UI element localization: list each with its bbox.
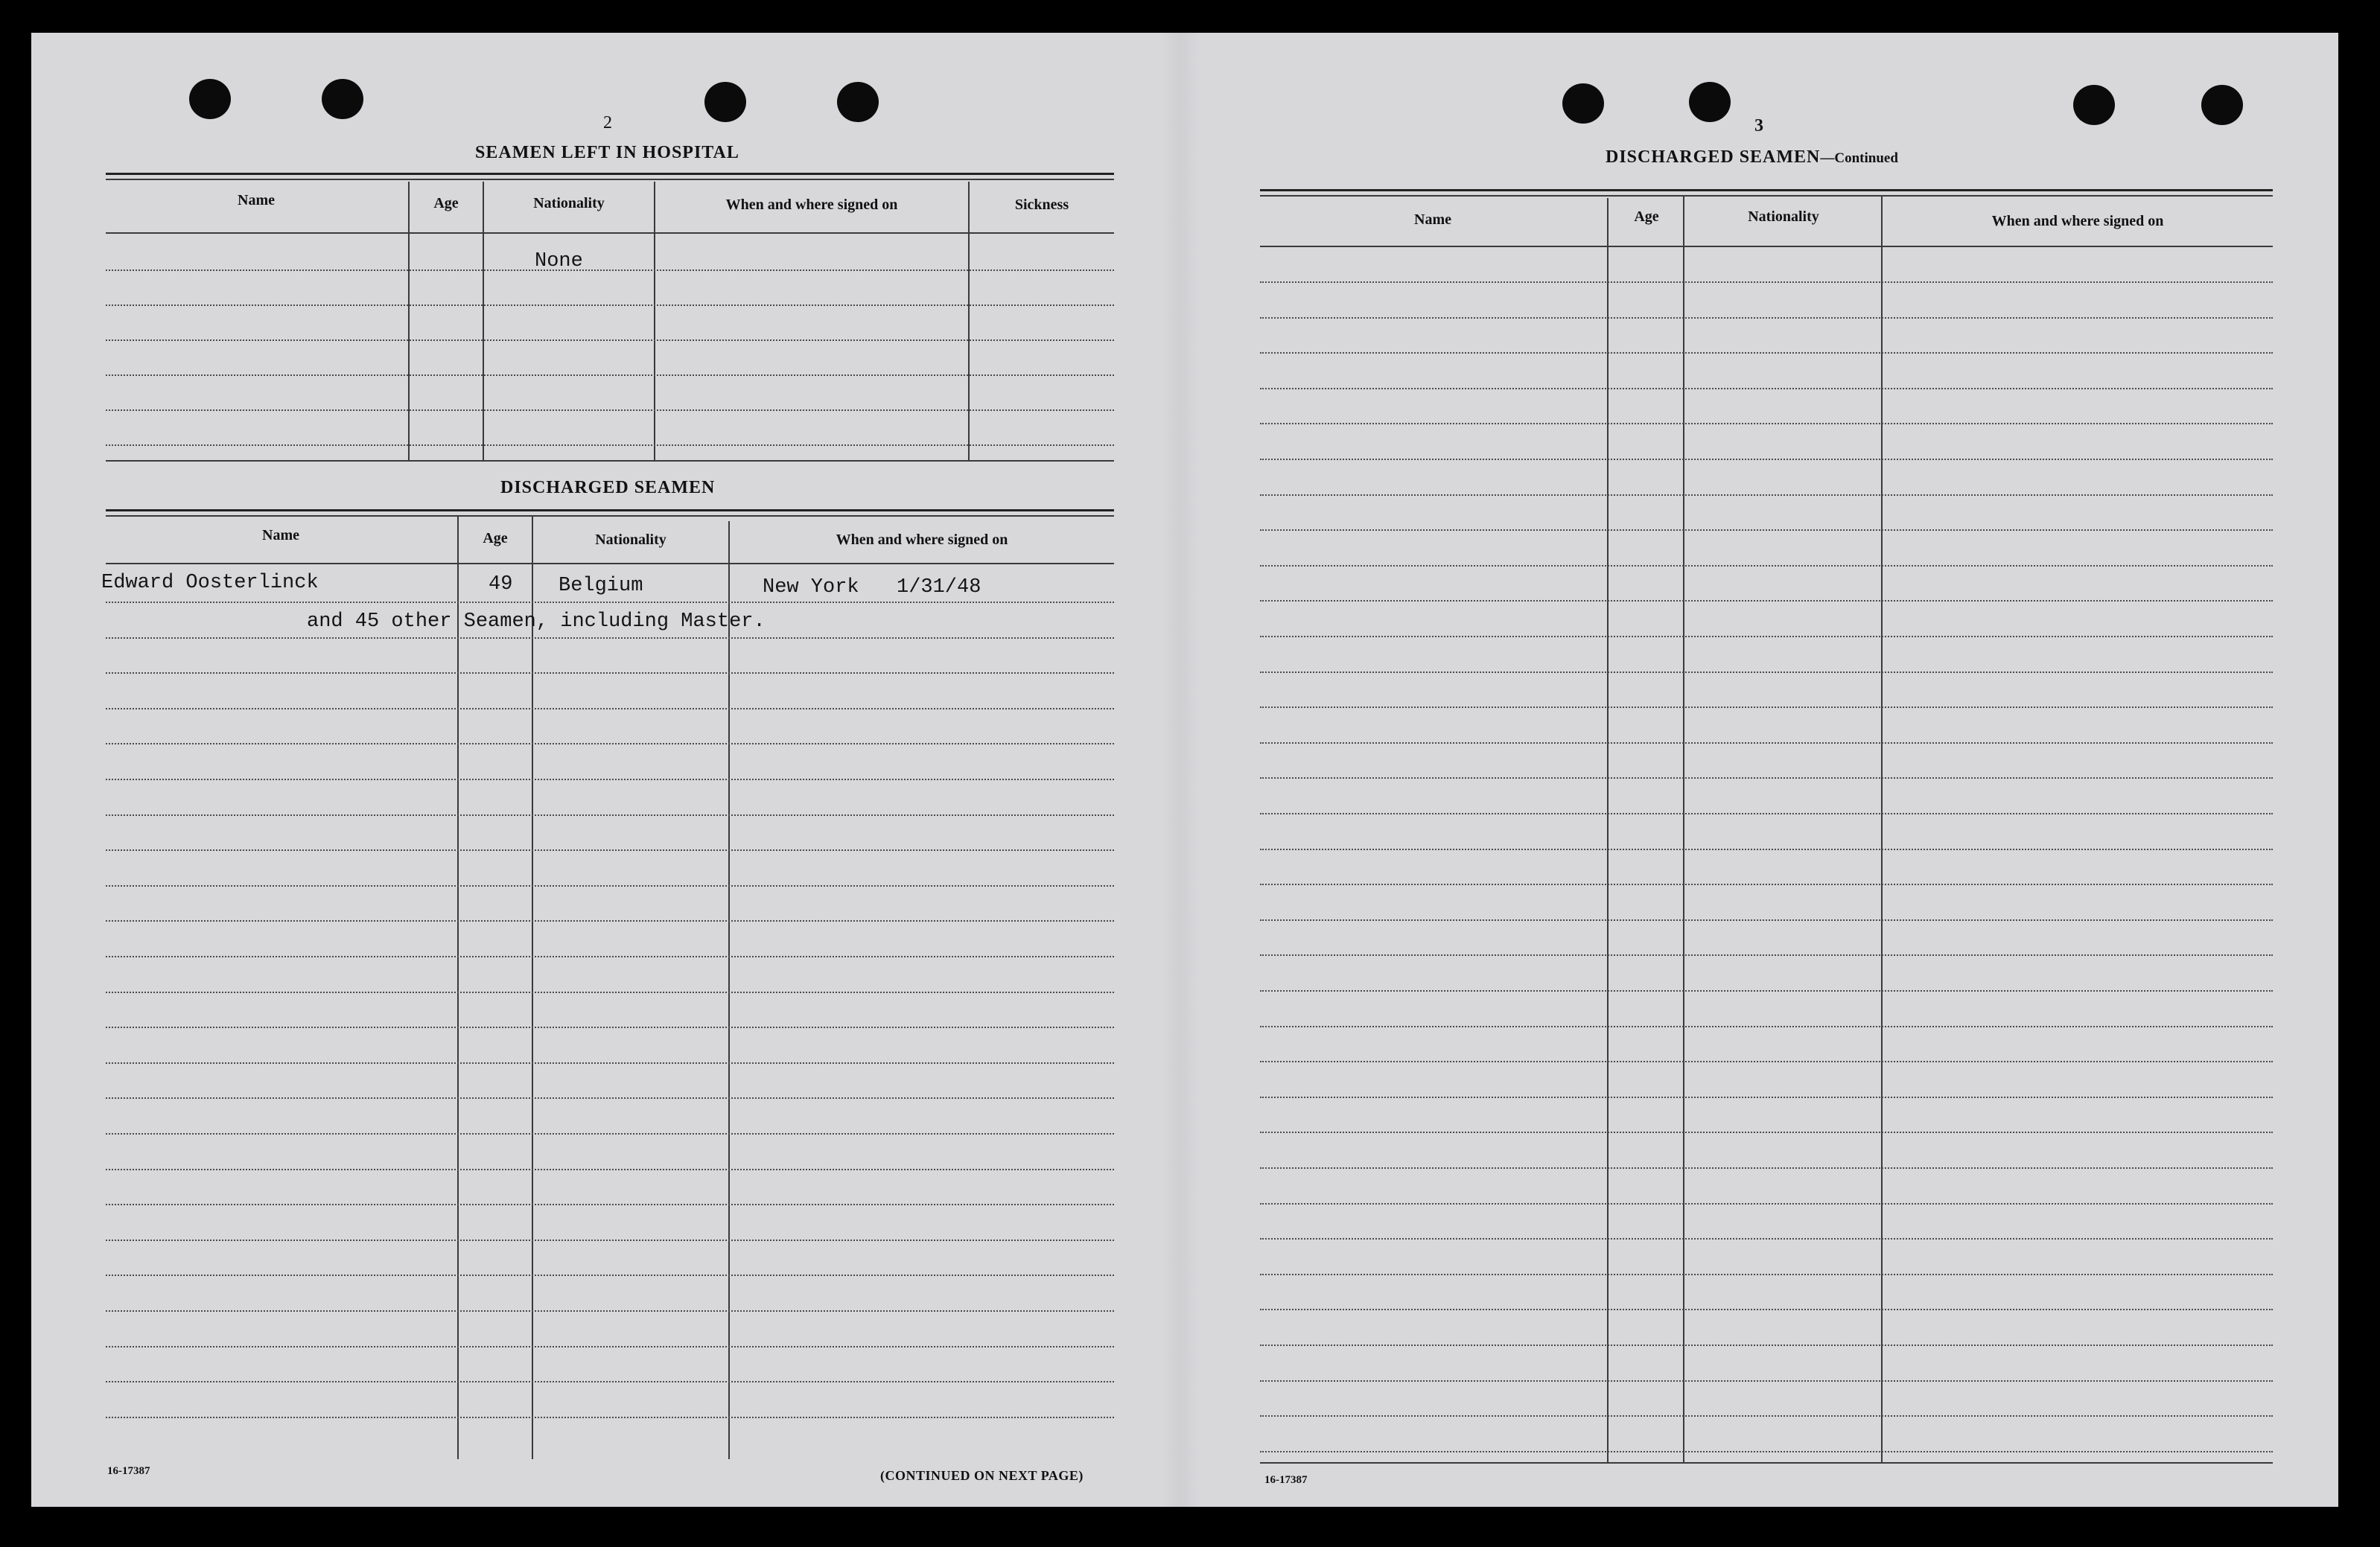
table-row-line — [106, 1062, 1114, 1064]
right-header-name: Name — [1414, 211, 1451, 228]
table-row-line — [106, 1417, 1114, 1418]
table-row-line — [106, 1133, 1114, 1135]
hospital-title: SEAMEN LEFT IN HOSPITAL — [475, 143, 739, 162]
seaman-name: Edward Oosterlinck — [101, 572, 319, 594]
punch-hole-6 — [1689, 82, 1731, 122]
right-title — [1606, 147, 1898, 168]
punch-hole-1 — [189, 79, 231, 119]
punch-hole-4 — [837, 82, 879, 122]
discharged-col-divider — [532, 517, 533, 1459]
hospital-col-divider — [483, 182, 484, 462]
table-row-line — [1260, 990, 2273, 992]
table-row-line — [1260, 494, 2273, 496]
binding-fold — [1162, 33, 1199, 1507]
hospital-header-nationality: Nationality — [533, 195, 605, 211]
table-row-line — [106, 849, 1114, 851]
table-row-line — [106, 444, 1114, 446]
other-seamen-note: and 45 other Seamen, including Master. — [307, 610, 766, 633]
discharged-header-nationality: Nationality — [595, 532, 666, 548]
discharged-header-age: Age — [483, 530, 508, 546]
punch-hole-3 — [704, 82, 746, 122]
table-row-line — [106, 779, 1114, 780]
hospital-top-rule — [106, 173, 1114, 175]
table-row-line — [106, 1275, 1114, 1276]
seaman-signed-place: New York — [763, 576, 859, 599]
table-row-line — [106, 885, 1114, 887]
hospital-col-divider — [654, 182, 655, 462]
table-row-line — [1260, 1415, 2273, 1417]
discharged-header-rule — [106, 563, 1114, 564]
table-row-line — [1260, 317, 2273, 319]
table-row-line — [1260, 1061, 2273, 1062]
table-row-line — [106, 637, 1114, 639]
table-row-line — [1260, 1451, 2273, 1452]
table-row-line — [106, 602, 1114, 603]
table-row-line — [106, 409, 1114, 411]
continued-note: (CONTINUED ON NEXT PAGE) — [880, 1468, 1084, 1483]
table-row-line — [106, 814, 1114, 816]
table-row-line — [1260, 1203, 2273, 1205]
form-number-left: 16-17387 — [107, 1465, 150, 1477]
table-row-line — [106, 339, 1114, 341]
hospital-header-age: Age — [433, 195, 459, 211]
page-number-left: 2 — [603, 113, 612, 133]
table-row-line — [1260, 1167, 2273, 1169]
hospital-header-rule — [106, 232, 1114, 234]
table-row-line — [1260, 742, 2273, 744]
table-row-line — [106, 304, 1114, 306]
table-row-line — [1260, 849, 2273, 850]
hospital-entry-none: None — [535, 250, 583, 272]
table-row-line — [1260, 1345, 2273, 1346]
table-row-line — [106, 743, 1114, 744]
table-row-line — [1260, 706, 2273, 708]
table-row-line — [1260, 352, 2273, 354]
table-row-line — [1260, 1026, 2273, 1027]
table-row-line — [1260, 600, 2273, 602]
hospital-col-divider — [408, 182, 410, 462]
table-row-line — [106, 1310, 1114, 1312]
hospital-top-rule-2 — [106, 179, 1114, 180]
hospital-header-sickness: Sickness — [1014, 197, 1069, 213]
table-row-line — [106, 992, 1114, 993]
table-row-line — [106, 1346, 1114, 1347]
punch-hole-8 — [2201, 85, 2243, 125]
right-header-nationality: Nationality — [1748, 208, 1819, 225]
table-row-line — [1260, 529, 2273, 531]
table-row-line — [1260, 388, 2273, 389]
table-row-line — [106, 374, 1114, 376]
discharged-title: DISCHARGED SEAMEN — [500, 478, 716, 497]
table-row-line — [1260, 1132, 2273, 1133]
seaman-age: 49 — [489, 573, 513, 596]
table-row-line — [1260, 1238, 2273, 1240]
table-row-line — [106, 1169, 1114, 1170]
discharged-header-name: Name — [262, 527, 299, 543]
form-number-right: 16-17387 — [1264, 1474, 1308, 1486]
table-row-line — [1260, 884, 2273, 885]
table-row-line — [106, 1027, 1114, 1028]
table-row-line — [1260, 459, 2273, 460]
discharged-col-divider — [457, 517, 459, 1459]
table-row-line — [106, 672, 1114, 674]
punch-hole-7 — [2073, 85, 2115, 125]
table-row-line — [1260, 565, 2273, 567]
right-header-signed-on: When and where signed on — [1991, 213, 2164, 229]
discharged-top-rule-2 — [106, 515, 1114, 517]
page-number-right: 3 — [1754, 116, 1763, 135]
table-row-line — [1260, 954, 2273, 956]
hospital-header-signed-on: When and where signed on — [725, 197, 898, 213]
right-header-rule — [1260, 246, 2273, 247]
table-row-line — [106, 956, 1114, 957]
table-row-line — [106, 1097, 1114, 1099]
right-bottom-rule — [1260, 1462, 2273, 1464]
punch-hole-2 — [322, 79, 363, 119]
table-row-line — [1260, 1309, 2273, 1310]
hospital-col-divider — [968, 182, 970, 462]
table-row-line — [1260, 1097, 2273, 1098]
table-row-line — [1260, 777, 2273, 779]
table-row-line — [106, 1204, 1114, 1205]
table-row-line — [1260, 1380, 2273, 1382]
right-title-main: DISCHARGED SEAMEN — [1606, 147, 1821, 167]
seaman-nationality: Belgium — [559, 575, 643, 597]
discharged-header-signed-on: When and where signed on — [836, 532, 1008, 548]
table-row-line — [106, 920, 1114, 922]
table-row-line — [106, 1381, 1114, 1382]
discharged-top-rule — [106, 509, 1114, 511]
table-row-line — [106, 1240, 1114, 1241]
table-row-line — [106, 269, 1114, 271]
discharged-col-divider — [728, 521, 730, 1459]
right-header-age: Age — [1634, 208, 1659, 225]
punch-hole-5 — [1562, 83, 1604, 124]
table-row-line — [106, 708, 1114, 709]
right-top-rule — [1260, 189, 2273, 191]
table-row-line — [1260, 672, 2273, 673]
seaman-signed-date: 1/31/48 — [897, 576, 981, 599]
table-row-line — [1260, 1274, 2273, 1275]
right-top-rule-2 — [1260, 195, 2273, 197]
table-row-line — [1260, 281, 2273, 283]
table-row-line — [1260, 636, 2273, 637]
table-row-line — [1260, 813, 2273, 814]
table-row-line — [1260, 919, 2273, 921]
right-title-suffix: —Continued — [1820, 150, 1898, 166]
table-row-line — [1260, 423, 2273, 424]
hospital-bottom-rule — [106, 460, 1114, 462]
hospital-header-name: Name — [238, 192, 275, 208]
